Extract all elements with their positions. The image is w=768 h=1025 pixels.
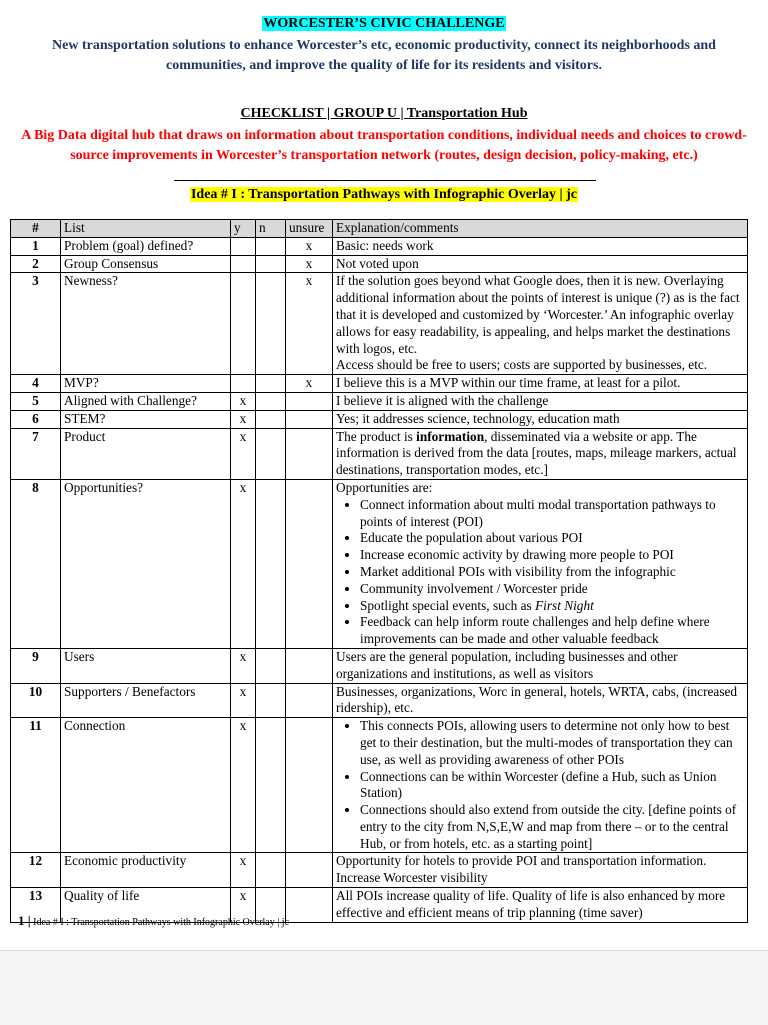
row-comment xyxy=(333,479,748,648)
bullet-list xyxy=(336,718,744,852)
yes-mark: x xyxy=(231,718,256,853)
yes-mark: x xyxy=(231,479,256,648)
footer-text: Idea # I : Transportation Pathways with Infographic Overlay | jc xyxy=(33,917,289,928)
yes-mark xyxy=(231,273,256,375)
unsure-mark xyxy=(286,718,333,853)
unsure-mark xyxy=(286,428,333,479)
table-row xyxy=(11,648,748,683)
comment-text: The product is xyxy=(336,428,417,444)
row-item: STEM? xyxy=(61,410,231,428)
row-number: 10 xyxy=(11,683,61,718)
yes-mark: x xyxy=(231,648,256,683)
col-header-y: y xyxy=(231,220,256,238)
row-comment: I believe this is a MVP within our time frame, at least for a pilot. xyxy=(333,375,748,393)
row-number: 1 xyxy=(11,237,61,255)
comment-paragraph: Opportunity for hotels to provide POI and transportation information. xyxy=(336,853,707,869)
yes-mark xyxy=(231,255,256,273)
row-comment xyxy=(333,273,748,375)
list-item-text: Spotlight special events, such as xyxy=(360,597,536,613)
idea-heading: Idea # I : Transportation Pathways with Infographic Overlay | jc xyxy=(190,187,577,202)
yes-mark: x xyxy=(231,392,256,410)
row-item: Opportunities? xyxy=(61,479,231,648)
checklist-heading: CHECKLIST | GROUP U | Transportation Hub xyxy=(240,106,528,121)
unsure-mark xyxy=(286,648,333,683)
table-row xyxy=(11,853,748,888)
list-item: • This connects POIs, allowing users to determine not only how to best get to their destination, but the multi-modes of transportation they can use, as well as providing awareness of other POIs xyxy=(360,718,744,768)
bullet-list xyxy=(336,497,744,648)
list-item: • Connections should also extend from outside the city. [define points of entry to the city from N,S,E,W and map from there – or to the central Hub, or from hotels, etc. as a starting point] xyxy=(360,802,744,852)
no-mark xyxy=(256,648,286,683)
list-item: • Increase economic activity by drawing more people to POI xyxy=(360,547,744,564)
table-row xyxy=(11,428,748,479)
row-comment: Not voted upon xyxy=(333,255,748,273)
divider xyxy=(174,180,596,181)
list-item-italic: First Night xyxy=(535,597,594,613)
row-number: 9 xyxy=(11,648,61,683)
unsure-mark xyxy=(286,853,333,888)
list-item: • Connections can be within Worcester (define a Hub, such as Union Station) xyxy=(360,769,744,803)
table-row xyxy=(11,375,748,393)
no-mark xyxy=(256,718,286,853)
unsure-mark: x xyxy=(286,375,333,393)
row-number: 13 xyxy=(11,888,61,923)
row-number: 4 xyxy=(11,375,61,393)
hub-description: A Big Data digital hub that draws on information about transportation conditions, individual needs and choices to crowd-source improvements in Worcester’s transportation network (routes, design decision, policy-making, etc.) xyxy=(21,128,747,163)
row-item: Newness? xyxy=(61,273,231,375)
unsure-mark: x xyxy=(286,273,333,375)
table-row xyxy=(11,392,748,410)
row-number: 6 xyxy=(11,410,61,428)
row-comment: I believe it is aligned with the challenge xyxy=(333,392,748,410)
row-comment: Businesses, organizations, Worc in general, hotels, WRTA, cabs, (increased ridership), etc. xyxy=(333,683,748,718)
yes-mark xyxy=(231,375,256,393)
row-number: 5 xyxy=(11,392,61,410)
row-item: Group Consensus xyxy=(61,255,231,273)
no-mark xyxy=(256,375,286,393)
no-mark xyxy=(256,273,286,375)
unsure-mark: x xyxy=(286,255,333,273)
no-mark xyxy=(256,853,286,888)
yes-mark: x xyxy=(231,410,256,428)
row-number: 11 xyxy=(11,718,61,853)
table-row xyxy=(11,683,748,718)
row-comment: Yes; it addresses science, technology, education math xyxy=(333,410,748,428)
list-item: • Educate the population about various POI xyxy=(360,530,744,547)
comment-paragraph: Increase Worcester visibility xyxy=(336,870,488,886)
table-header-row xyxy=(11,220,748,238)
unsure-mark xyxy=(286,683,333,718)
row-item: Aligned with Challenge? xyxy=(61,392,231,410)
checklist-table xyxy=(10,219,748,923)
no-mark xyxy=(256,410,286,428)
comment-paragraph: If the solution goes beyond what Google does, then it is new. Overlaying additional information about the points of interest is unique (?) as is the fact that it is developed and customized by ‘Worcester.’ An infographic overlay allows for easy readability, is appealing, and helps market the destinations with logos, etc. xyxy=(336,273,740,356)
unsure-mark xyxy=(286,479,333,648)
yes-mark: x xyxy=(231,683,256,718)
row-item: Connection xyxy=(61,718,231,853)
row-item: Problem (goal) defined? xyxy=(61,237,231,255)
yes-mark: x xyxy=(231,428,256,479)
list-item xyxy=(360,598,744,615)
row-number: 3 xyxy=(11,273,61,375)
row-comment: Basic: needs work xyxy=(333,237,748,255)
document-subtitle: New transportation solutions to enhance Worcester’s etc, economic productivity, connect its neighborhoods and communities, and improve the quality of life for its residents and visitors. xyxy=(52,38,716,73)
row-number: 7 xyxy=(11,428,61,479)
col-header-unsure: unsure xyxy=(286,220,333,238)
page-footer xyxy=(18,913,289,929)
yes-mark: x xyxy=(231,853,256,888)
unsure-mark xyxy=(286,392,333,410)
viewer-background xyxy=(0,950,768,1025)
unsure-mark xyxy=(286,888,333,923)
table-row xyxy=(11,718,748,853)
col-header-explanation: Explanation/comments xyxy=(333,220,748,238)
list-item: • Market additional POIs with visibility from the infographic xyxy=(360,564,744,581)
document-title: WORCESTER’S CIVIC CHALLENGE xyxy=(263,16,505,31)
row-number: 12 xyxy=(11,853,61,888)
no-mark xyxy=(256,255,286,273)
table-row xyxy=(11,410,748,428)
col-header-list: List xyxy=(61,220,231,238)
row-comment xyxy=(333,853,748,888)
list-item: • Feedback can help inform route challenges and help define where improvements can be made and other valuable feedback xyxy=(360,614,744,648)
row-item: MVP? xyxy=(61,375,231,393)
no-mark xyxy=(256,392,286,410)
row-number: 8 xyxy=(11,479,61,648)
unsure-mark xyxy=(286,410,333,428)
comment-text: , disseminated via a website or app. The information is derived from the data [routes, maps, mileage markers, actual destinations, transportation modes, etc.] xyxy=(336,428,737,478)
table-row xyxy=(11,237,748,255)
row-comment: Users are the general population, including businesses and other organizations and institutions, as well as visitors xyxy=(333,648,748,683)
no-mark xyxy=(256,237,286,255)
comment-bold-text: information xyxy=(416,428,485,444)
col-header-number: # xyxy=(11,220,61,238)
yes-mark: x xyxy=(231,888,256,923)
yes-mark xyxy=(231,237,256,255)
list-item: • Connect information about multi modal transportation pathways to points of interest (POI) xyxy=(360,497,744,531)
table-row xyxy=(11,273,748,375)
row-comment xyxy=(333,428,748,479)
no-mark xyxy=(256,479,286,648)
row-item: Quality of life xyxy=(61,888,231,923)
table-row xyxy=(11,479,748,648)
row-item: Supporters / Benefactors xyxy=(61,683,231,718)
col-header-n: n xyxy=(256,220,286,238)
row-item: Users xyxy=(61,648,231,683)
page-number: 1 | xyxy=(18,913,31,928)
unsure-mark: x xyxy=(286,237,333,255)
row-item: Economic productivity xyxy=(61,853,231,888)
no-mark xyxy=(256,428,286,479)
no-mark xyxy=(256,683,286,718)
comment-paragraph: Access should be free to users; costs are supported by businesses, etc. xyxy=(336,357,708,373)
row-comment: All POIs increase quality of life. Quality of life is also enhanced by more effective and efficient means of trip planning (time saver) xyxy=(333,888,748,923)
row-item: Product xyxy=(61,428,231,479)
list-item: • Community involvement / Worcester pride xyxy=(360,581,744,598)
comment-paragraph: Opportunities are: xyxy=(336,479,433,495)
table-row xyxy=(11,255,748,273)
row-comment xyxy=(333,718,748,853)
row-number: 2 xyxy=(11,255,61,273)
